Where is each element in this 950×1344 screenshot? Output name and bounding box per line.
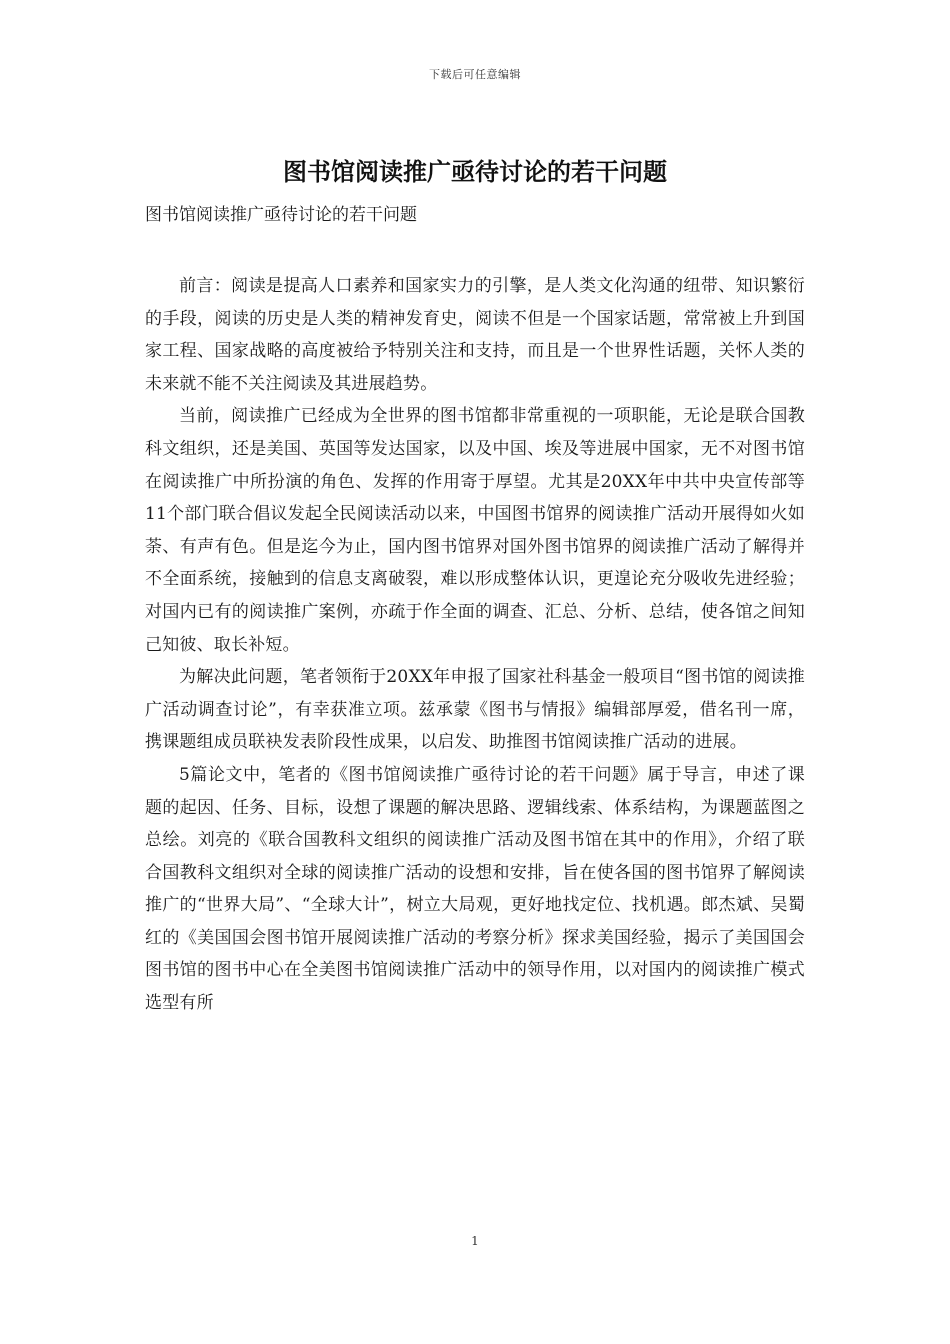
- document-title: 图书馆阅读推广亟待讨论的若干问题: [283, 157, 667, 186]
- paragraph-current-situation: 当前，阅读推广已经成为全世界的图书馆都非常重视的一项职能，无论是联合国教科文组织，还是美国、英国等发达国家，以及中国、埃及等进展中国家，无不对图书馆在阅读推广中所扮演的角色、发挥的作用寄于厚望。尤其是20XX年中共中央宣传部等11个部门联合倡议发起全民阅读活动以来，中国图书馆界的阅读推广活动开展得如火如荼、有声有色。但是迄今为止，国内图书馆界对国外图书馆界的阅读推广活动了解得并不全面系统，接触到的信息支离破裂，难以形成整体认识，更遑论充分吸收先进经验；对国内已有的阅读推广案例，亦疏于作全面的调查、汇总、分析、总结，使各馆之间知己知彼、取长补短。: [145, 406, 805, 655]
- paragraph-papers-overview: 5篇论文中，笔者的《图书馆阅读推广亟待讨论的若干问题》属于导言，申述了课题的起因、任务、目标，设想了课题的解决思路、逻辑线索、体系结构，为课题蓝图之总绘。刘亮的《联合国教科文组织的阅读推广活动及图书馆在其中的作用》，介绍了联合国教科文组织对全球的阅读推广活动的设想和安排，旨在使各国的图书馆界了解阅读推广的“世界大局”、“全球大计”，树立大局观，更好地找定位、找机遇。郎杰斌、吴蜀红的《美国国会图书馆开展阅读推广活动的考察分析》探求美国经验，揭示了美国国会图书馆的图书中心在全美图书馆阅读推广活动中的领导作用，以对国内的阅读推广模式选型有所: [145, 764, 805, 1014]
- document-body: [145, 270, 805, 1020]
- header-note: 下载后可任意编辑: [429, 68, 521, 81]
- document-subtitle: 图书馆阅读推广亟待讨论的若干问题: [145, 205, 417, 225]
- page-number: 1: [471, 1234, 479, 1248]
- paragraph-project: 为解决此问题，笔者领衔于20XX年申报了国家社科基金一般项目“图书馆的阅读推广活动调查讨论”，有幸获准立项。兹承蒙《图书与情报》编辑部厚爱，借名刊一席，携课题组成员联袂发表阶段性成果，以启发、助推图书馆阅读推广活动的进展。: [145, 667, 805, 753]
- paragraph-preface: 前言：阅读是提高人口素养和国家实力的引擎，是人类文化沟通的纽带、知识繁衍的手段，阅读的历史是人类的精神发育史，阅读不但是一个国家话题，常常被上升到国家工程、国家战略的高度被给予特别关注和支持，而且是一个世界性话题，关怀人类的未来就不能不关注阅读及其进展趋势。: [145, 276, 805, 394]
